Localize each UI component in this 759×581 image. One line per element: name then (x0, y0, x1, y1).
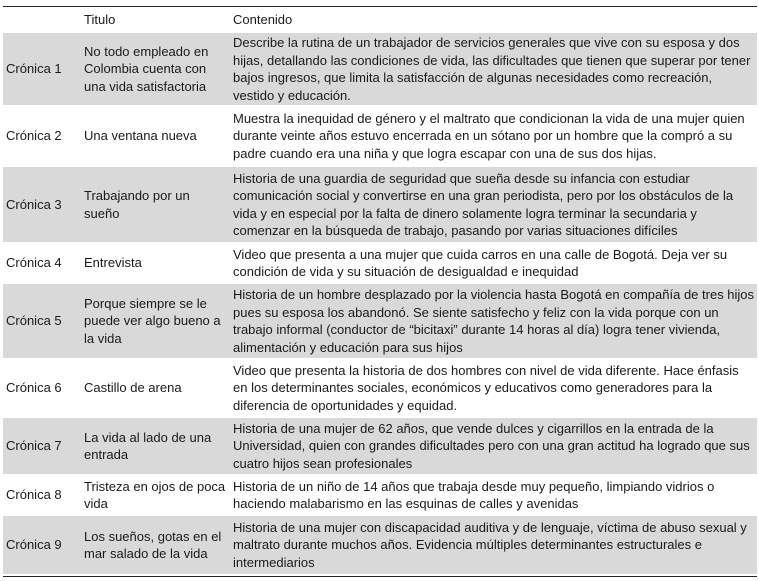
header-id (3, 9, 81, 31)
row-content: Video que presenta a una mujer que cuida carros en una calle de Bogotá. Deja ver su condición de vida y su situación de desigualdad e inequidad (233, 246, 728, 279)
row-content: Historia de un hombre desplazado por la violencia hasta Bogotá en compañía de tres hijos pues su esposa los abandonó. Se siente satisfecho y feliz con la vida porque con un trabajo informal (conductor de “bicitaxi” durante 14 horas al día) logra tener vivienda, alimentación y educación para sus hijos (230, 284, 757, 358)
row-id: Crónica 4 (6, 255, 62, 271)
row-content: Historia de un niño de 14 años que trabaja desde muy pequeño, limpiando vidrios o haciendo malabarismo en las esquinas de calles y avenidas (233, 478, 715, 511)
cronicas-table (3, 6, 757, 577)
row-content: Muestra la inequidad de género y el maltrato que condicionan la vida de una mujer quien durante veinte años estuvo encerrada en un sótano por un hombre que la compró a su padre cuando era una niña y que logra escapar con una de sus dos hijas. (233, 110, 745, 161)
row-title: Tristeza en ojos de poca vida (84, 478, 226, 511)
row-id: Crónica 6 (6, 380, 62, 396)
row-title: Castillo de arena (84, 380, 182, 396)
row-content: Describe la rutina de un trabajador de servicios generales que vive con su esposa y dos hijas, detallando las condiciones de vida, las dificultades que tienen que superar por tener bajos ingresos, que limita la satisfacción de algunas necesidades como recreación, vestido y educación. (230, 33, 757, 105)
table-row (3, 516, 757, 574)
row-title: No todo empleado en Colombia cuenta con una vida satisfactoria (81, 33, 230, 105)
row-id: Crónica 1 (3, 33, 81, 105)
table-header-row (3, 9, 757, 31)
table-row (3, 418, 757, 474)
row-id: Crónica 8 (6, 487, 62, 503)
header-contenido: Contenido (233, 12, 293, 28)
row-id: Crónica 5 (3, 284, 81, 358)
row-title: Una ventana nueva (84, 128, 197, 144)
row-content: Historia de una mujer con discapacidad auditiva y de lenguaje, víctima de abuso sexual y maltrato durante muchos años. Evidencia múltiples determinantes estructurales e intermediarios (230, 516, 757, 574)
table-row (3, 33, 757, 105)
row-id: Crónica 3 (3, 167, 81, 242)
row-content: Video que presenta la historia de dos hombres con nivel de vida diferente. Hace énfasis en los determinantes sociales, económicos y educativos como generadores para la diferencia de oportunidades y equidad. (233, 362, 739, 413)
table-row (3, 167, 757, 242)
table-row (3, 476, 757, 514)
row-content: Historia de una guardia de seguridad que sueña desde su infancia con estudiar comunicación social y convertirse en una gran periodista, pero por los obstáculos de la vida y en especial por la falta de dinero solamente logra terminar la secundaria y comenzar en la búsqueda de trabajo, pasando por varias situaciones difíciles (230, 167, 757, 242)
row-id: Crónica 7 (3, 418, 81, 474)
header-titulo: Titulo (84, 12, 116, 28)
row-title: Trabajando por un sueño (81, 167, 230, 242)
table-row (3, 284, 757, 358)
row-content: Historia de una mujer de 62 años, que vende dulces y cigarrillos en la entrada de la Universidad, quien con grandes dificultades pero con una gran actitud ha logrado que sus cuatro hijos sean profesionales (230, 418, 757, 474)
row-id: Crónica 9 (3, 516, 81, 574)
row-title: Entrevista (84, 255, 142, 271)
row-title: Los sueños, gotas en el mar salado de la vida (81, 516, 230, 574)
table-row (3, 107, 757, 165)
table-row (3, 244, 757, 282)
row-id: Crónica 2 (6, 128, 62, 144)
table-row (3, 360, 757, 416)
row-title: Porque siempre se le puede ver algo bueno a la vida (81, 284, 230, 358)
row-title: La vida al lado de una entrada (81, 418, 230, 474)
